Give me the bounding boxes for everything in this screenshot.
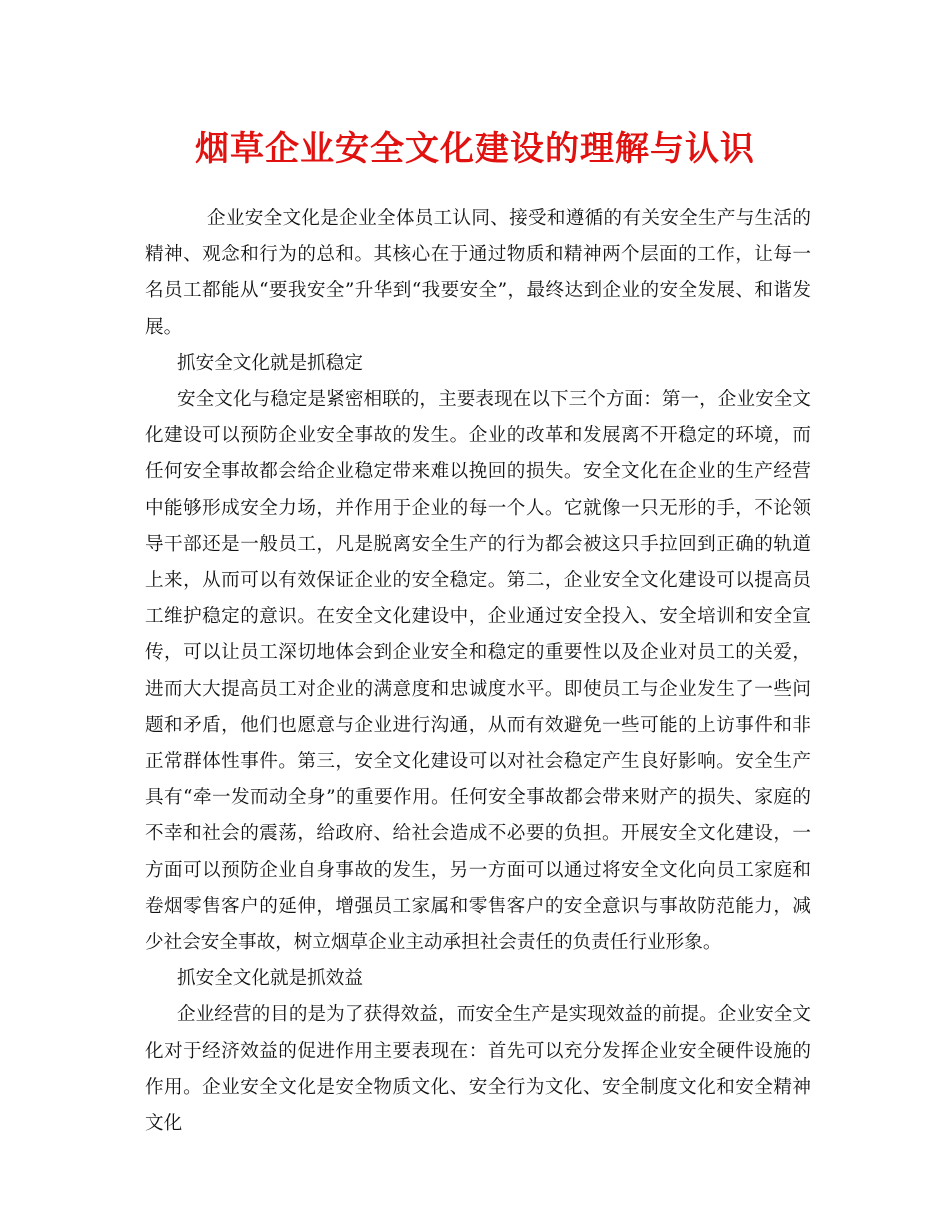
paragraph-stability: 安全文化与稳定是紧密相联的，主要表现在以下三个方面：第一，企业安全文化建设可以预防企业安全事故的发生。企业的改革和发展离不开稳定的环境，而任何安全事故都会给企业稳定带来难以挽回的损失。安全文化在企业的生产经营中能够形成安全力场，并作用于企业的每一个人。它就像一只无形的手，不论领导干部还是一般员工，凡是脱离安全生产的行为都会被这只手拉回到正确的轨道上来，从而可以有效保证企业的安全稳定。第二，企业安全文化建设可以提高员工维护稳定的意识。在安全文化建设中，企业通过安全投入、安全培训和安全宣传，可以让员工深切地体会到企业安全和稳定的重要性以及企业对员工的关爱，进而大大提高员工对企业的满意度和忠诚度水平。即使员工与企业发生了一些问题和矛盾，他们也愿意与企业进行沟通，从而有效避免一些可能的上访事件和非正常群体性事件。第三，安全文化建设可以对社会稳定产生良好影响。安全生产具有“牵一发而动全身”的重要作用。任何安全事故都会带来财产的损失、家庭的不幸和社会的震荡，给政府、给社会造成不必要的负担。开展安全文化建设，一方面可以预防企业自身事故的发生，另一方面可以通过将安全文化向员工家庭和卷烟零售客户的延伸，增强员工家属和零售客户的安全意识与事故防范能力，减少社会安全事故，树立烟草企业主动承担社会责任的负责任行业形象。 — [145, 389, 811, 954]
section-heading-stability: 抓安全文化就是抓稳定 — [177, 352, 363, 374]
document-title: 烟草企业安全文化建设的理解与认识 — [195, 129, 755, 169]
paragraph-benefit: 企业经营的目的是为了获得效益，而安全生产是实现效益的前提。企业安全文化对于经济效益的促进作用主要表现在：首先可以充分发挥企业安全硬件设施的作用。企业安全文化是安全物质文化、安全行为文化、安全制度文化和安全精神文化 — [145, 1004, 811, 1135]
document-body — [145, 201, 811, 1142]
paragraph-intro: 企业安全文化是企业全体员工认同、接受和遵循的有关安全生产与生活的精神、观念和行为的总和。其核心在于通过物质和精神两个层面的工作，让每一名员工都能从“要我安全”升华到“我要安全”，最终达到企业的安全发展、和谐发展。 — [145, 208, 811, 338]
section-heading-benefit: 抓安全文化就是抓效益 — [177, 968, 363, 990]
